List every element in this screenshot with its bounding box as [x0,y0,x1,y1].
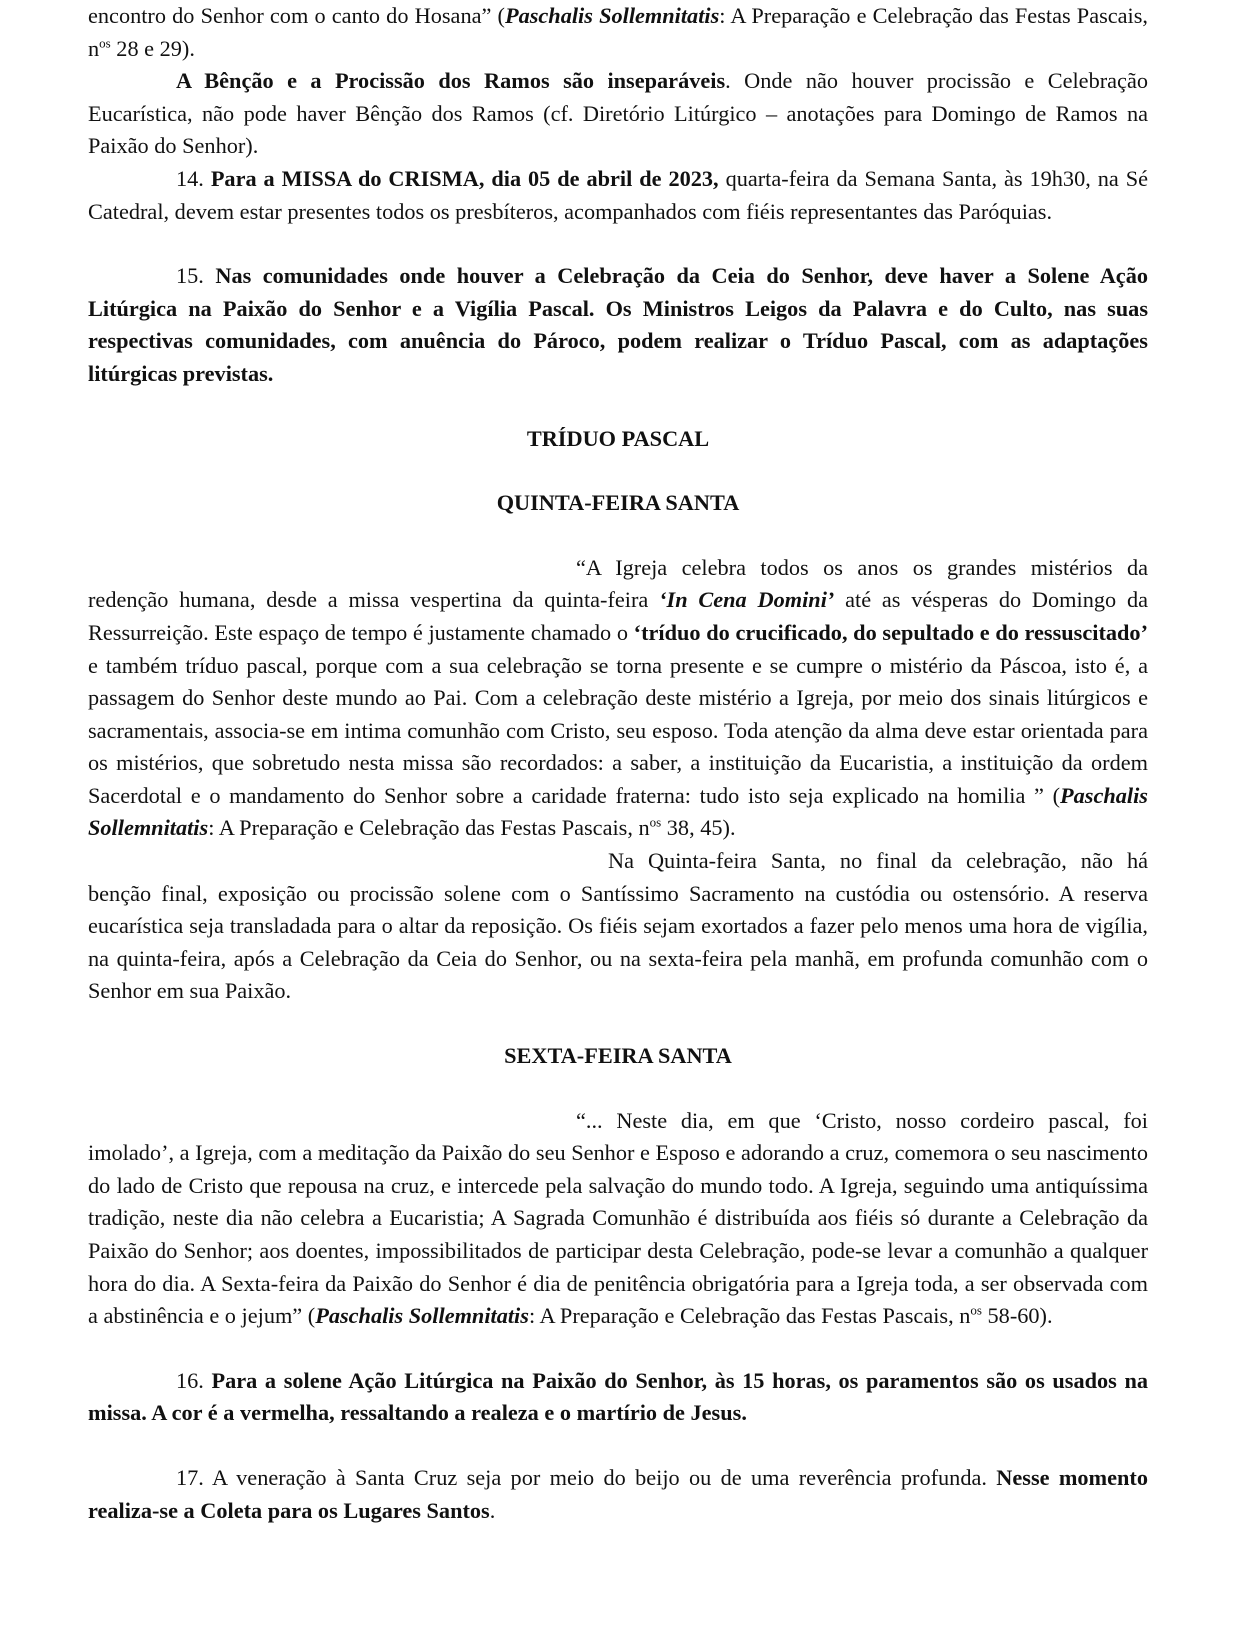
text: A veneração à Santa Cruz seja por meio do beijo ou de uma reverência profunda. [211,1464,997,1490]
item-number: 14. [176,165,211,191]
heading-sexta-feira-santa: SEXTA-FEIRA SANTA [504,1043,732,1069]
paragraph-quinta-rules [88,845,1148,1008]
text: : A Preparação e Celebração das Festas Pascais, n [208,815,650,841]
bold-text: ‘tríduo do crucificado, do sepultado e do ressuscitado’ [633,619,1148,645]
superscript: os [99,35,111,51]
paragraph-14 [88,163,1148,228]
text: encontro do Senhor com o canto do Hosana” ( [88,3,505,28]
text: : A Preparação e Celebração das Festas Pascais, n [528,1303,971,1329]
bold-text: Nesse momento realiza-se a Coleta para os Lugares Santos [88,1464,1149,1523]
bold-text: Nas comunidades onde houver a Celebração da Ceia do Senhor, deve haver a Solene Ação Litúrgica na Paixão do Senhor e a Vigília Pascal. Os Ministros Leigos da Palavra e do Culto, nas suas respectivas comunidades, com anuência do Pároco, podem realizar o Tríduo Pascal, com as adaptações litúrgicas previstas. [88,263,1148,386]
citation-title: Paschalis Sollemnitatis [315,1303,529,1329]
text: . Onde não houver procissão e Celebração Eucarística, não pode haver Bênção dos Ramos (cf. Diretório Litúrgico – anotações para Domingo de Ramos na Paixão do Senhor). [88,68,1148,159]
paragraph-17 [88,1462,1148,1527]
bold-text: Para a solene Ação Litúrgica na Paixão do Senhor, às 15 horas, os paramentos são os usados na missa. A cor é a vermelha, ressaltando a realeza e o martírio de Jesus. [88,1367,1148,1426]
item-number: 17. [176,1464,212,1490]
text: “... Neste dia, em que ‘Cristo, nosso cordeiro pascal, foi imolado’, a Igreja, com a meditação da Paixão do seu Senhor e Esposo e adorando a cruz, comemora o seu nascimento do lado de Cristo que repousa na cruz, e intercede pela salvação do mundo todo. A Igreja, seguindo uma antiquíssima tradição, neste dia não celebra a Eucaristia; A Sagrada Comunhão é distribuída aos fiéis só durante a Celebração da Paixão do Senhor; aos doentes, impossibilitados de participar desta Celebração, pode-se levar a comunhão a qualquer hora do dia. A Sexta-feira da Paixão do Senhor é dia de penitência obrigatória para a Igreja toda, a ser observada com a abstinência e o jejum” ( [88,1107,1148,1329]
heading-quinta-feira-santa: QUINTA-FEIRA SANTA [496,490,740,516]
paragraph-15 [88,260,1148,390]
text: . [489,1497,496,1523]
citation-title: Paschalis Sollemnitatis [504,3,720,28]
bold-text: A Bênção e a Procissão dos Ramos são inseparáveis [176,68,726,94]
paragraph-quinta-quote [88,552,1148,845]
text: : A Preparação e Celebração das Festas Pascais, n [88,3,1149,61]
paragraph-ramos [88,65,1148,163]
text: 28 e 29). [110,35,195,61]
citation-title: Paschalis Sollemnitatis [88,782,1148,841]
bold-italic-text: ‘In Cena Domini’ [659,587,835,613]
text: “A Igreja celebra todos os anos os grandes mistérios da redenção humana, desde a missa vespertina da quinta-feira [88,554,1148,613]
text: 38, 45). [661,815,736,841]
bold-text: Para a MISSA do CRISMA, dia 05 de abril de 2023, [210,165,719,191]
heading-triduo-pascal: TRÍDUO PASCAL [526,425,710,451]
text: 58-60). [981,1303,1053,1329]
paragraph-hosana [88,0,1148,65]
paragraph-16 [88,1365,1148,1430]
superscript: os [970,1302,982,1318]
item-number: 16. [176,1367,212,1393]
text: até as vésperas do Domingo da Ressurreição. Este espaço de tempo é justamente chamado o [88,587,1148,645]
item-number: 15. [176,263,216,289]
paragraph-sexta-quote [88,1105,1148,1333]
text: Na Quinta-feira Santa, no final da celebração, não há benção final, exposição ou procissão solene com o Santíssimo Sacramento na custódia ou ostensório. A reserva eucarística seja transladada para o altar da reposição. Os fiéis sejam exortados a fazer pelo menos uma hora de vigília, na quinta-feira, após a Celebração da Ceia do Senhor, ou na sexta-feira pela manhã, em profunda comunhão com o Senhor em sua Paixão. [88,848,1148,1004]
text: e também tríduo pascal, porque com a sua celebração se torna presente e se cumpre o mistério da Páscoa, isto é, a passagem do Senhor deste mundo ao Pai. Com a celebração deste mistério a Igreja, por meio dos sinais litúrgicos e sacramentais, associa-se em intima comunhão com Cristo, seu esposo. Toda atenção da alma deve estar orientada para os mistérios, que sobretudo nesta missa são recordados: a saber, a instituição da Eucaristia, a instituição da ordem Sacerdotal e o mandamento do Senhor sobre a caridade fraterna: tudo isto seja explicado na homilia ” ( [88,652,1148,808]
document-page [88,0,1148,1527]
text: quarta-feira da Semana Santa, às 19h30, na Sé Catedral, devem estar presentes todos os presbíteros, acompanhados com fiéis representantes das Paróquias. [88,165,1148,224]
superscript: os [649,815,662,831]
